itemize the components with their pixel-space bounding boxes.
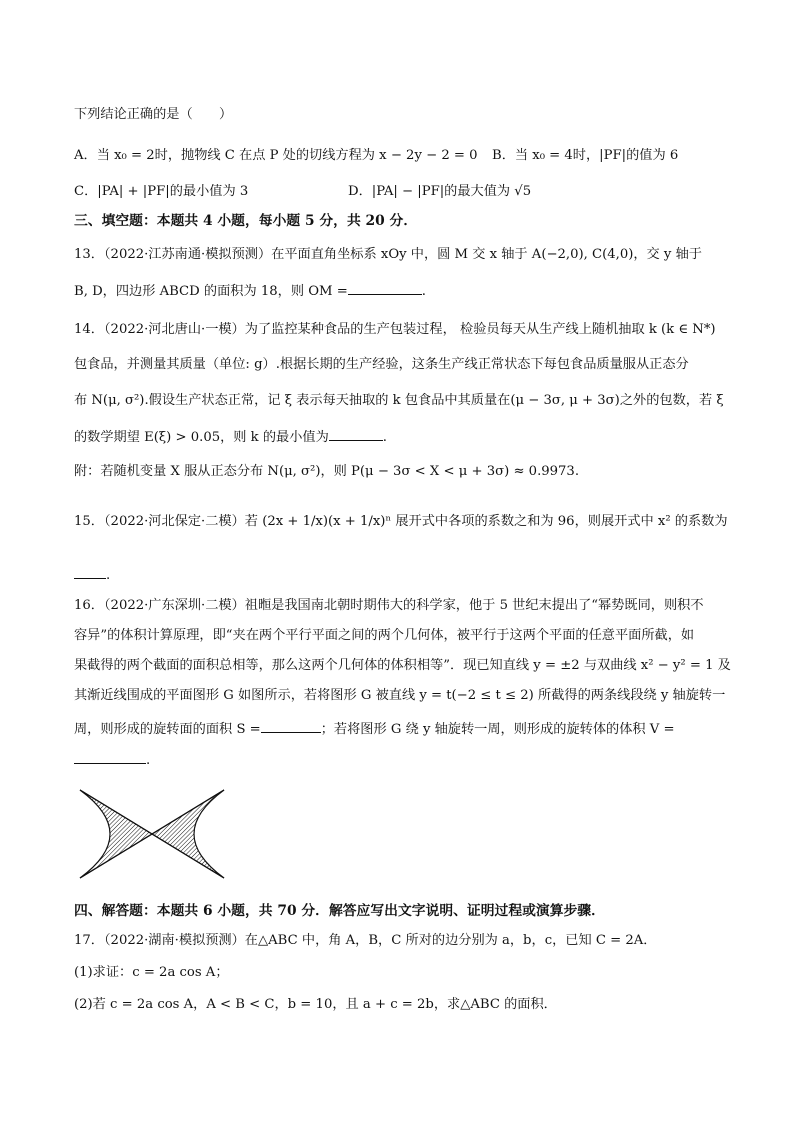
q16-line-4: 其渐近线围成的平面图形 G 如图所示，若将图形 G 被直线 y = t(−2 ≤ t ≤ 2) 所截得的两条线段绕 y 轴旋转一: [74, 688, 726, 703]
q14-appendix: 附：若随机变量 X 服从正态分布 N(μ, σ²)，则 P(μ − 3σ < X < μ + 3σ) ≈ 0.9973.: [74, 464, 580, 479]
q16-period: .: [146, 753, 151, 768]
q14-line-2: 包食品，并测量其质量（单位: g）.根据长期的生产经验，这条生产线正常状态下每包食品质量服从正态分: [74, 357, 689, 372]
q16-line-1: 16．（2022·广东深圳·二模）祖暅是我国南北朝时期伟大的科学家，他于 5 世纪末提出了“幂势既同，则积不: [74, 598, 704, 613]
q17-part-2: (2)若 c = 2a cos A，A < B < C，b = 10，且 a + c = 2b，求△ABC 的面积．: [74, 997, 557, 1012]
q14-answer-blank: [329, 428, 383, 441]
q17-line-1: 17．（2022·湖南·模拟预测）在△ABC 中，角 A，B，C 所对的边分别为 a，b，c，已知 C = 2A．: [74, 933, 657, 948]
q13-text: B, D，四边形 ABCD 的面积为 18，则 OM =: [74, 284, 348, 299]
q15-line-2: [74, 566, 110, 585]
q14-line-3: 布 N(μ, σ²).假设生产状态正常，记 ξ 表示每天抽取的 k 包食品中其质量在(μ − 3σ, μ + 3σ)之外的包数，若 ξ: [74, 393, 724, 408]
section-4-heading: 四、解答题：本题共 6 小题，共 70 分．解答应写出文字说明、证明过程或演算步骤．: [74, 903, 605, 919]
left-shaded-region: [80, 790, 152, 878]
q14-line-4: [74, 428, 387, 447]
q15-answer-blank: [74, 566, 106, 579]
q12-option-d: D．|PA| − |PF|的最大值为 √5: [348, 184, 532, 199]
q14-text: 的数学期望 E(ξ) > 0.05，则 k 的最小值为: [74, 430, 329, 445]
q15-period: .: [106, 568, 111, 583]
q13-line-1: 13．（2022·江苏南通·模拟预测）在平面直角坐标系 xOy 中，圆 M 交 x 轴于 A(−2,0), C(4,0)，交 y 轴于: [74, 247, 702, 262]
q14-line-1: 14．（2022·河北唐山·一模）为了监控某种食品的生产包装过程， 检验员每天从生产线上随机抽取 k (k ∈ N*): [74, 322, 716, 337]
q13-line-2: [74, 282, 426, 301]
q16-answer-blank-s: [261, 720, 321, 733]
section-3-heading: 三、填空题：本题共 4 小题，每小题 5 分，共 20 分．: [74, 213, 418, 229]
q12-option-b: B．当 x₀ = 4时，|PF|的值为 6: [492, 148, 679, 163]
q16-line-5: [74, 720, 675, 739]
q16-text-v: ；若将图形 G 绕 y 轴旋转一周，则形成的旋转体的体积 V =: [320, 722, 675, 737]
q15-line-1: 15．（2022·河北保定·二模）若 (2x + 1/x)(x + 1/x)ⁿ 展开式中各项的系数之和为 96，则展开式中 x² 的系数为: [74, 514, 728, 529]
q16-answer-blank-v: [74, 751, 146, 764]
q12-option-a: A．当 x₀ = 2时，抛物线 C 在点 P 处的切线方程为 x − 2y − 2 = 0: [74, 148, 478, 163]
q16-text-s: 周，则形成的旋转面的面积 S =: [74, 722, 261, 737]
q14-period: .: [382, 430, 387, 445]
q13-period: .: [421, 284, 426, 299]
q12-stem-end: 下列结论正确的是（ ）: [74, 107, 233, 122]
q12-option-c: C．|PA| + |PF|的最小值为 3: [74, 184, 249, 199]
right-shaded-region: [152, 790, 224, 878]
q17-part-1: (1)求证：c = 2a cos A；: [74, 965, 229, 980]
q13-answer-blank: [348, 282, 422, 295]
q16-line-3: 果截得的两个截面的面积总相等，那么这两个几何体的体积相等”．现已知直线 y = ±2 与双曲线 x² − y² = 1 及: [74, 658, 731, 673]
hyperbola-figure: [76, 786, 228, 882]
q16-line-6: [74, 751, 150, 770]
q16-line-2: 容异”的体积计算原理，即“夹在两个平行平面之间的两个几何体，被平行于这两个平面的任意平面所截，如: [74, 628, 695, 643]
